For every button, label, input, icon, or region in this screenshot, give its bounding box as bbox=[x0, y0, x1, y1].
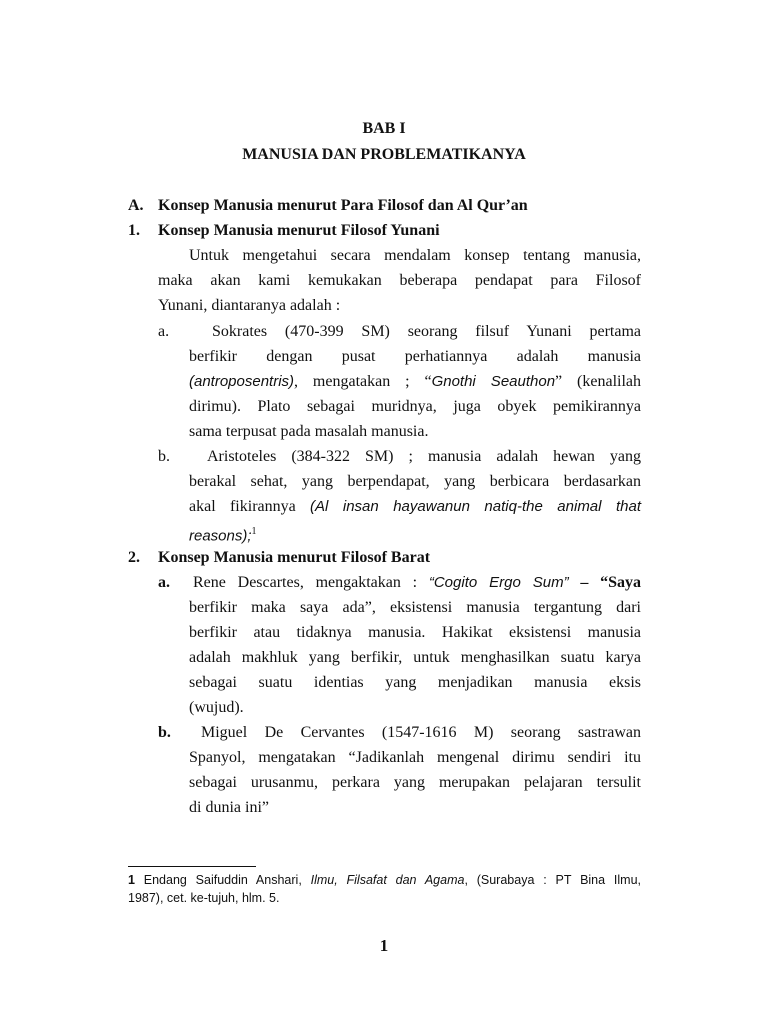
page-number: 1 bbox=[379, 936, 389, 955]
footnote-text: , (Surabaya : PT Bina Ilmu, bbox=[464, 873, 641, 887]
section-1-heading: Konsep Manusia menurut Filosof Yunani bbox=[158, 222, 440, 239]
item-b-marker: b. bbox=[158, 448, 170, 465]
item-2a-line: sebagai suatu identias yang menjadikan manusia eksis bbox=[189, 674, 641, 691]
item-a-text: , mengatakan ; “ bbox=[294, 373, 432, 390]
item-b-line: berakal sehat, yang berpendapat, yang berbicara berdasarkan bbox=[189, 473, 641, 490]
section-2-heading: Konsep Manusia menurut Filosof Barat bbox=[158, 549, 431, 566]
item-b-text: akal fikirannya bbox=[189, 498, 311, 515]
item-2b-line: di dunia ini” bbox=[189, 799, 269, 816]
item-2b-marker: b. bbox=[158, 724, 171, 741]
section-1-intro-line: Untuk mengetahui secara mendalam konsep tentang manusia, bbox=[189, 247, 641, 264]
item-2a-line: berfikir maka saya ada”, eksistensi manusia tergantung dari bbox=[189, 599, 641, 616]
item-2b-line: Spanyol, mengatakan “Jadikanlah mengenal dirimu sendiri itu bbox=[189, 749, 641, 766]
item-a-line: berfikir dengan pusat perhatiannya adalah manusia bbox=[189, 348, 641, 365]
term-al-insan: (Al insan hayawanun natiq-the animal that bbox=[310, 498, 641, 515]
item-a-line: dirimu). Plato sebagai muridnya, juga obyek pemikirannya bbox=[189, 398, 641, 415]
section-1-intro-line: Yunani, diantaranya adalah : bbox=[158, 297, 341, 314]
section-a-marker: A. bbox=[128, 197, 144, 214]
item-a-line: Sokrates (470-399 SM) seorang filsuf Yunani pertama bbox=[212, 323, 641, 340]
term-reasons: reasons); bbox=[189, 527, 252, 545]
item-b-line bbox=[189, 497, 641, 517]
footnote-text: Endang Saifuddin Anshari, bbox=[134, 873, 311, 887]
section-a-heading: Konsep Manusia menurut Para Filosof dan Al Qur’an bbox=[158, 197, 528, 214]
item-b-line bbox=[189, 522, 257, 546]
item-2a-line: (wujud). bbox=[189, 699, 244, 716]
item-2a-line: adalah makhluk yang berfikir, untuk menghasilkan suatu karya bbox=[189, 649, 641, 666]
section-1-marker: 1. bbox=[128, 222, 140, 239]
item-2a-text: – “Saya bbox=[568, 574, 641, 591]
footnote-number: 1 bbox=[128, 873, 135, 887]
item-b-line: Aristoteles (384-322 SM) ; manusia adalah hewan yang bbox=[207, 448, 641, 465]
item-a-line: sama terpusat pada masalah manusia. bbox=[189, 423, 429, 440]
item-2a-text: Rene Descartes, mengaktakan : bbox=[193, 574, 429, 591]
item-2a-line bbox=[193, 573, 641, 593]
footnote-book-title: Ilmu, Filsafat dan Agama bbox=[310, 873, 465, 887]
item-2a-marker: a. bbox=[158, 574, 170, 591]
section-2-marker: 2. bbox=[128, 549, 140, 566]
footnote-ref[interactable]: 1 bbox=[251, 526, 257, 537]
term-antroposentris: (antroposentris) bbox=[189, 373, 295, 390]
item-2b-line: sebagai urusanmu, perkara yang merupakan pelajaran tersulit bbox=[189, 774, 641, 791]
footnote-separator bbox=[128, 866, 256, 867]
item-a-marker: a. bbox=[158, 323, 170, 340]
footnote-line: 1987), cet. ke-tujuh, hlm. 5. bbox=[128, 891, 280, 905]
term-gnothi: Gnothi Seauthon bbox=[431, 373, 556, 390]
item-2b-line: Miguel De Cervantes (1547-1616 M) seorang sastrawan bbox=[201, 724, 641, 741]
item-a-line bbox=[189, 372, 641, 392]
chapter-title: MANUSIA DAN PROBLEMATIKANYA bbox=[242, 146, 526, 163]
chapter-label: BAB I bbox=[362, 120, 406, 137]
footnote-line bbox=[128, 870, 641, 890]
section-1-intro-line: maka akan kami kemukakan beberapa pendapat para Filosof bbox=[158, 272, 641, 289]
item-2a-line: berfikir atau tidaknya manusia. Hakikat eksistensi manusia bbox=[189, 624, 641, 641]
term-cogito: “Cogito Ergo Sum” bbox=[428, 574, 569, 591]
item-a-text: ” (kenalilah bbox=[555, 373, 642, 390]
